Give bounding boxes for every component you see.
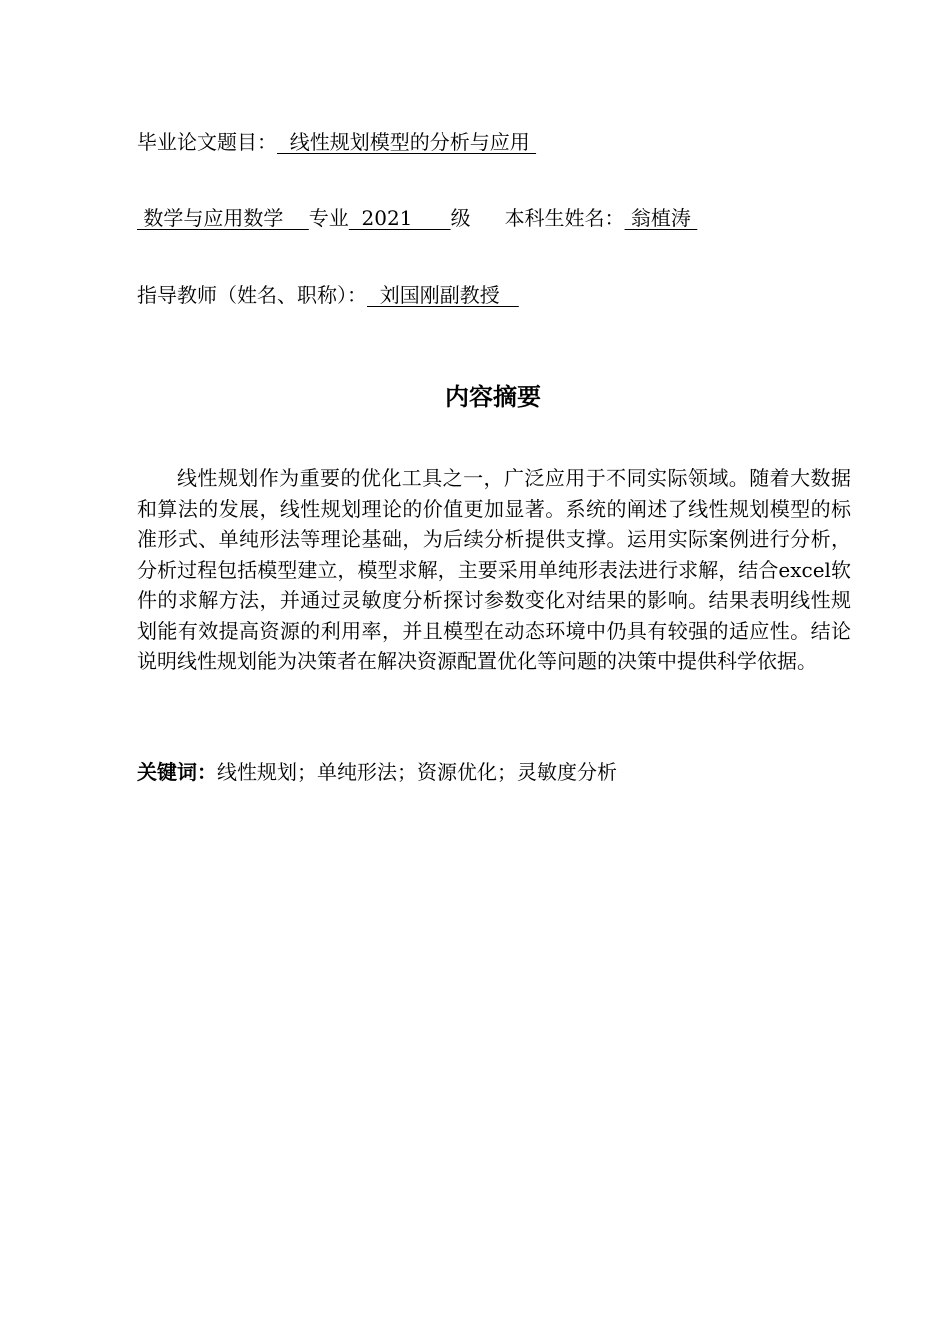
advisor-line xyxy=(137,281,519,309)
student-info-line xyxy=(137,204,697,232)
grade-label: 级 xyxy=(450,206,471,230)
thesis-title-label: 毕业论文题目： xyxy=(137,130,277,154)
abstract-body: 线性规划作为重要的优化工具之一，广泛应用于不同实际领域。随着大数据和算法的发展，线性规划理论的价值更加显著。系统的阐述了线性规划模型的标准形式、单纯形法等理论基础，为后续分析提供支撑。运用实际案例进行分析，分析过程包括模型建立，模型求解，主要采用单纯形表法进行求解，结合excel软件的求解方法，并通过灵敏度分析探讨参数变化对结果的影响。结果表明线性规划能有效提高资源的利用率，并且模型在动态环境中仍具有较强的适应性。结论说明线性规划能为决策者在解决资源配置优化等问题的决策中提供科学依据。 xyxy=(137,466,851,673)
keywords-label: 关键词： xyxy=(137,760,217,784)
keywords-line xyxy=(137,757,617,787)
student-name-label: 本科生姓名： xyxy=(504,206,625,230)
advisor-label: 指导教师（姓名、职称）： xyxy=(137,283,367,307)
thesis-title-value: 线性规划模型的分析与应用 xyxy=(277,130,537,154)
student-name-value: 翁植涛 xyxy=(624,206,698,230)
thesis-title-line xyxy=(137,128,536,156)
abstract-heading: 内容摘要 xyxy=(445,383,541,411)
keywords-value: 线性规划；单纯形法；资源优化；灵敏度分析 xyxy=(217,760,617,784)
major-value: 数学与应用数学 xyxy=(137,206,309,230)
major-label: 专业 xyxy=(308,206,349,230)
grade-value: 2021 xyxy=(348,206,451,230)
advisor-value: 刘国刚副教授 xyxy=(367,283,519,307)
